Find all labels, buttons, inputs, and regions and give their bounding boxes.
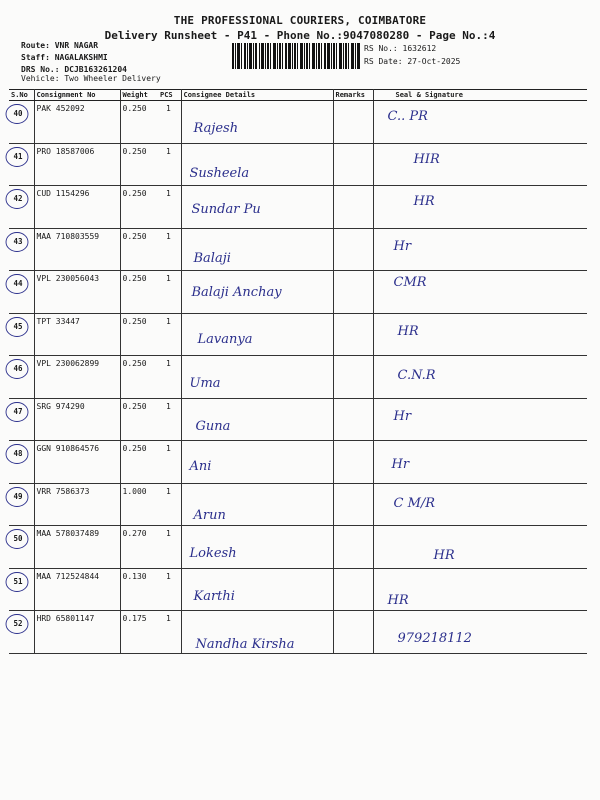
consignee-name: Balaji xyxy=(193,250,231,266)
consignment-no: GGN 910864576 xyxy=(34,441,120,484)
sno-cell xyxy=(9,143,34,186)
serial-number-text: 45 xyxy=(13,321,23,331)
serial-number xyxy=(8,402,28,422)
signature-cell xyxy=(373,101,587,144)
pcs-value: 1 xyxy=(158,568,181,611)
remarks-cell xyxy=(333,356,373,399)
signature-cell xyxy=(373,313,587,356)
weight-value: 0.130 xyxy=(120,568,158,611)
consignee-cell xyxy=(181,398,333,441)
col-pcs: PCS xyxy=(158,90,181,101)
consignee-name: Lavanya xyxy=(197,331,253,347)
serial-number-text: 47 xyxy=(13,406,23,416)
pcs-value: 1 xyxy=(158,611,181,654)
sno-cell xyxy=(9,356,34,399)
serial-number xyxy=(8,104,28,124)
rs-date: RS Date: 27-Oct-2025 xyxy=(364,57,461,66)
vehicle-text: Vehicle: Two Wheeler Delivery xyxy=(21,74,161,83)
serial-number-text: 42 xyxy=(13,194,23,203)
sno-cell xyxy=(9,483,34,526)
signature-text: HR xyxy=(397,323,419,339)
serial-number xyxy=(8,274,28,294)
remarks-cell xyxy=(333,143,373,186)
consignment-no: MAA 578037489 xyxy=(34,526,120,569)
consignee-name: Lokesh xyxy=(189,546,237,561)
serial-number-text: 50 xyxy=(13,534,23,543)
signature-text: HR xyxy=(413,194,435,209)
remarks-cell xyxy=(333,526,373,569)
remarks-cell xyxy=(333,186,373,229)
sno-cell xyxy=(9,313,34,356)
consignee-cell xyxy=(181,101,333,144)
staff-text: Staff: NAGALAKSHMI xyxy=(21,53,108,62)
sno-cell xyxy=(9,568,34,611)
signature-cell xyxy=(373,271,587,314)
pcs-value: 1 xyxy=(158,441,181,484)
remarks-cell xyxy=(333,271,373,314)
weight-value: 1.000 xyxy=(120,483,158,526)
serial-number xyxy=(8,232,28,252)
col-consignment: Consignment No xyxy=(34,90,120,101)
table-row xyxy=(9,271,587,314)
table-row xyxy=(9,526,587,569)
pcs-value: 1 xyxy=(158,186,181,229)
weight-value: 0.250 xyxy=(120,398,158,441)
signature-text: CMR xyxy=(393,275,427,290)
consignment-no: HRD 65801147 xyxy=(34,611,120,654)
signature-cell xyxy=(373,186,587,229)
serial-number xyxy=(8,529,28,549)
table-row xyxy=(9,568,587,611)
signature-text: 979218112 xyxy=(397,631,472,646)
weight-value: 0.250 xyxy=(120,441,158,484)
sno-cell xyxy=(9,101,34,144)
table-row xyxy=(9,441,587,484)
consignment-no: MAA 712524844 xyxy=(34,568,120,611)
col-seal-signature: Seal & Signature xyxy=(373,90,587,101)
signature-text: C.N.R xyxy=(397,368,436,383)
serial-number-text: 52 xyxy=(13,619,23,628)
table-row xyxy=(9,398,587,441)
consignee-cell xyxy=(181,313,333,356)
table-body xyxy=(9,101,587,654)
consignment-no: CUD 1154296 xyxy=(34,186,120,229)
route-text: Route: VNR NAGAR xyxy=(21,41,99,50)
remarks-cell xyxy=(333,228,373,271)
remarks-cell xyxy=(333,313,373,356)
pcs-value: 1 xyxy=(158,398,181,441)
consignee-cell xyxy=(181,143,333,186)
serial-number-text: 48 xyxy=(13,449,23,458)
consignee-cell xyxy=(181,271,333,314)
remarks-cell xyxy=(333,568,373,611)
sno-cell xyxy=(9,186,34,229)
consignment-no: MAA 710803559 xyxy=(34,228,120,271)
consignee-name: Karthi xyxy=(193,588,235,604)
signature-cell xyxy=(373,356,587,399)
signature-cell xyxy=(373,568,587,611)
signature-text: Hr xyxy=(393,408,412,424)
weight-value: 0.250 xyxy=(120,143,158,186)
serial-number xyxy=(8,147,28,167)
consignee-cell xyxy=(181,186,333,229)
serial-number-text: 49 xyxy=(13,491,23,501)
pcs-value: 1 xyxy=(158,143,181,186)
signature-cell xyxy=(373,441,587,484)
company-title: THE PROFESSIONAL COURIERS, COIMBATORE xyxy=(173,14,427,27)
signature-text: Hr xyxy=(391,457,410,472)
sno-cell xyxy=(9,441,34,484)
serial-number-text: 43 xyxy=(13,236,23,246)
signature-text: HR xyxy=(433,548,455,563)
weight-value: 0.250 xyxy=(120,356,158,399)
serial-number-text: 40 xyxy=(13,109,23,118)
sno-cell xyxy=(9,271,34,314)
weight-value: 0.270 xyxy=(120,526,158,569)
pcs-value: 1 xyxy=(158,356,181,399)
signature-cell xyxy=(373,611,587,654)
runsheet-subtitle: Delivery Runsheet - P41 - Phone No.:9047080280 - Page No.:4 xyxy=(104,29,496,42)
serial-number xyxy=(8,614,28,634)
pcs-value: 1 xyxy=(158,313,181,356)
consignment-no: PAK 452092 xyxy=(34,101,120,144)
serial-number-text: 44 xyxy=(13,279,23,288)
consignee-cell xyxy=(181,228,333,271)
table-row xyxy=(9,143,587,186)
barcode xyxy=(232,43,360,69)
sno-cell xyxy=(9,228,34,271)
consignee-name: Sundar Pu xyxy=(191,202,261,217)
serial-number-text: 41 xyxy=(13,151,23,161)
consignment-no: VPL 230056043 xyxy=(34,271,120,314)
serial-number-text: 51 xyxy=(13,576,23,586)
consignment-no: SRG 974290 xyxy=(34,398,120,441)
serial-number xyxy=(8,359,28,379)
serial-number xyxy=(8,487,28,507)
col-sno: S.No xyxy=(9,90,34,101)
signature-cell xyxy=(373,483,587,526)
consignee-name: Susheela xyxy=(189,165,250,181)
weight-value: 0.250 xyxy=(120,186,158,229)
remarks-cell xyxy=(333,483,373,526)
sno-cell xyxy=(9,526,34,569)
delivery-table xyxy=(9,89,587,652)
signature-text: HR xyxy=(387,592,409,608)
col-remarks: Remarks xyxy=(333,90,373,101)
weight-value: 0.250 xyxy=(120,271,158,314)
drs-text: DRS No.: DCJB163261204 xyxy=(21,65,127,74)
serial-number xyxy=(8,444,28,464)
pcs-value: 1 xyxy=(158,483,181,526)
weight-value: 0.175 xyxy=(120,611,158,654)
table-row xyxy=(9,611,587,654)
consignee-cell xyxy=(181,356,333,399)
pcs-value: 1 xyxy=(158,228,181,271)
sno-cell xyxy=(9,611,34,654)
consignee-cell xyxy=(181,611,333,654)
pcs-value: 1 xyxy=(158,526,181,569)
remarks-cell xyxy=(333,101,373,144)
consignee-cell xyxy=(181,483,333,526)
pcs-value: 1 xyxy=(158,271,181,314)
consignment-no: VPL 230062899 xyxy=(34,356,120,399)
signature-text: Hr xyxy=(393,238,412,254)
signature-text: C M/R xyxy=(393,495,436,511)
consignee-name: Balaji Anchay xyxy=(191,285,282,300)
consignee-cell xyxy=(181,568,333,611)
serial-number xyxy=(8,317,28,337)
consignee-cell xyxy=(181,526,333,569)
table-row xyxy=(9,483,587,526)
signature-text: C.. PR xyxy=(387,109,428,124)
consignment-no: PRO 18587006 xyxy=(34,143,120,186)
weight-value: 0.250 xyxy=(120,228,158,271)
consignment-no: VRR 7586373 xyxy=(34,483,120,526)
table-row xyxy=(9,356,587,399)
table-row xyxy=(9,228,587,271)
consignee-name: Guna xyxy=(195,418,231,434)
sno-cell xyxy=(9,398,34,441)
signature-cell xyxy=(373,526,587,569)
consignment-no: TPT 33447 xyxy=(34,313,120,356)
serial-number xyxy=(8,572,28,592)
consignee-name: Ani xyxy=(189,459,212,474)
table-header-row xyxy=(9,90,587,101)
consignee-name: Nandha Kirsha xyxy=(195,637,295,652)
serial-number xyxy=(8,189,28,209)
remarks-cell xyxy=(333,398,373,441)
table-row xyxy=(9,186,587,229)
weight-value: 0.250 xyxy=(120,101,158,144)
serial-number-text: 46 xyxy=(13,364,23,373)
col-consignee: Consignee Details xyxy=(181,90,333,101)
signature-cell xyxy=(373,228,587,271)
consignee-name: Uma xyxy=(189,376,221,391)
weight-value: 0.250 xyxy=(120,313,158,356)
table-row xyxy=(9,313,587,356)
consignee-name: Arun xyxy=(193,507,226,523)
col-weight: Weight xyxy=(120,90,158,101)
rs-number: RS No.: 1632612 xyxy=(364,44,437,53)
table-row xyxy=(9,101,587,144)
signature-cell xyxy=(373,143,587,186)
remarks-cell xyxy=(333,611,373,654)
pcs-value: 1 xyxy=(158,101,181,144)
consignee-cell xyxy=(181,441,333,484)
remarks-cell xyxy=(333,441,373,484)
signature-cell xyxy=(373,398,587,441)
signature-text: HIR xyxy=(413,151,440,167)
consignee-name: Rajesh xyxy=(193,121,239,136)
